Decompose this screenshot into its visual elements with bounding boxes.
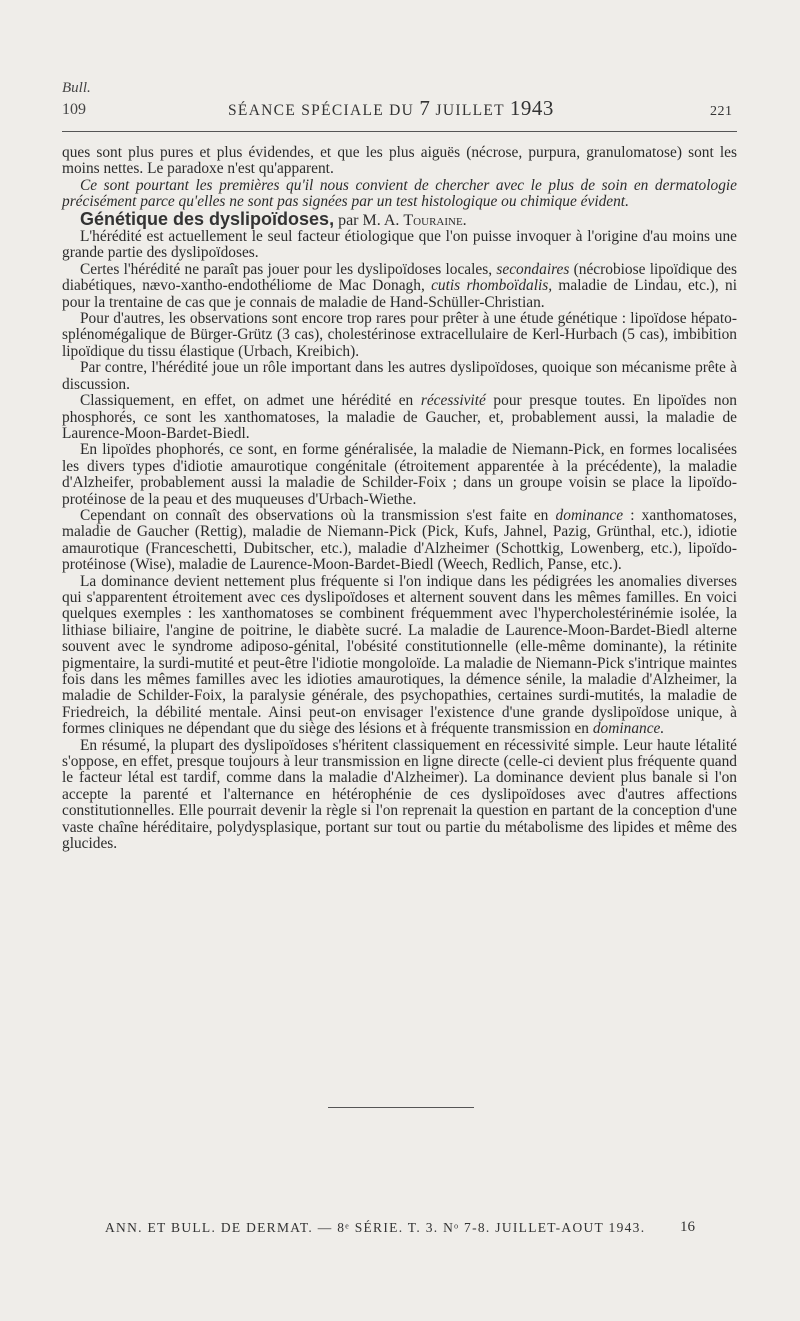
intro-italic-paragraph: Ce sont pourtant les premières qu'il nous convient de chercher avec le plus de soin en dermatologie précisément parce qu'elles ne sont pas signées par un test histologique ou chimique évident. xyxy=(62,176,737,211)
article-author: Touraine. xyxy=(403,211,467,229)
italic-run: secondaires xyxy=(496,260,570,278)
text-run: : xanthomatoses, maladie de Gaucher (Rettig), maladie de Niemann-Pick (Pick, Kufs, Jahnel, Pazig, Grünthal, etc.), idiotie amaurotique (Franceschetti, Dubitscher, etc.), maladie d'Alzheimer (Schottkig, Lowenberg, etc.), lipoïdo-protéinose (Wise), maladie de Laurence-Moon-Bardet-Biedl (Weech, Redlich, Panse, etc.). xyxy=(62,506,737,574)
journal-page-number: 109 xyxy=(62,101,86,118)
running-head-year: 1943 xyxy=(509,96,554,120)
paragraph: Pour d'autres, les observations sont encore trop rares pour prêter à une étude génétique : lipoïdose hépato-splénomégalique de Bürger-Grütz (3 cas), cholestérinose extracellulaire de Kerl-Hurbach (5 cas), imbibition lipoïdique du tissu élastique (Urbach, Kreibich). xyxy=(62,310,737,360)
article-title: Génétique des dyslipoïdoses, xyxy=(80,208,335,229)
article-heading xyxy=(62,208,737,229)
running-head-month: JUILLET xyxy=(435,102,505,119)
header-rule xyxy=(62,131,737,132)
running-head xyxy=(228,96,554,121)
text-run: Classiquement, en effet, on admet une hérédité en xyxy=(80,392,414,410)
italic-run: récessivité xyxy=(420,392,486,410)
article-byline: par M. A. xyxy=(338,211,400,229)
text-run: pour presque toutes. En lipoïdes non phosphorés, ce sont les xanthomatoses, la maladie de Gaucher, et, probablement aussi, la maladie de Laurence-Moon-Bardet-Biedl. xyxy=(62,392,738,442)
running-head-day: 7 xyxy=(419,96,431,120)
article-end-rule xyxy=(328,1107,474,1108)
text-run: Cependant on connaît des observations où la transmission s'est faite en xyxy=(80,506,549,524)
paragraph: En résumé, la plupart des dyslipoïdoses s'héritent classiquement en récessivité simple. Leur haute létalité s'oppose, en effet, presque toujours à leur transmission en ligne directe (celle-ci devient plus fréquente quand le facteur létal est tardif, comme dans la maladie d'Alzheimer). La dominance devient plus banale si l'on accepte la parenté et l'alternance en hétérophénie de ces dyslipoïdoses avec d'autres affections constitutionnelles. Elle pourrait devenir la règle si l'on reprenait la question en partant de la conception d'une vaste chaîne héréditaire, polydysplasique, portant sur tout ou partie du métabolisme des lipides et même des glucides. xyxy=(62,736,737,853)
page-number: 221 xyxy=(710,104,733,119)
text-run: (nécrobiose lipoïdique des diabétiques, nævo-xantho-endothéliome de Mac Donagh, xyxy=(62,260,737,295)
intro-paragraph: ques sont plus pures et plus évidendes, et que les plus aiguës (nécrose, purpura, granulomatose) sont les moins nettes. Le paradoxe n'est qu'apparent. xyxy=(62,144,737,178)
footer-citation: ANN. ET BULL. DE DERMAT. — 8ᵉ SÉRIE. T. 3. Nᵒ 7-8. JUILLET-AOUT 1943. xyxy=(105,1220,646,1235)
paragraph xyxy=(62,262,737,311)
italic-run: dominance xyxy=(555,506,624,524)
paragraph xyxy=(62,574,737,738)
italic-run: dominance. xyxy=(592,720,665,738)
signature-number: 16 xyxy=(680,1219,695,1235)
paragraph xyxy=(62,393,737,442)
journal-abbrev: Bull. xyxy=(62,80,91,96)
body-text xyxy=(62,145,737,852)
text-run: maladie de Lindau, etc.), ni pour la trentaine de cas que je connais de maladie de Hand-Schüller-Christian. xyxy=(62,277,737,311)
italic-run: cutis rhomboïdalis, xyxy=(431,277,553,295)
running-head-prefix: SÉANCE SPÉCIALE DU xyxy=(228,102,415,119)
paragraph: Par contre, l'hérédité joue un rôle important dans les autres dyslipoïdoses, quoique son mécanisme prête à discussion. xyxy=(62,359,737,393)
text-run: La dominance devient nettement plus fréquente si l'on indique dans les pédigrées les anomalies diverses qui s'apparentent étroitement avec ces dyslipoïdoses et alternent souvent dans les mêmes familles. En voici quelques exemples : les xanthomatoses se combinent fréquemment avec l'hypercholestérinémie isolée, la lithiase biliaire, l'angine de poitrine, le diabète sucré. La maladie de Laurence-Moon-Bardet-Biedl alterne souvent avec le syndrome adiposo-génital, l'obésité constitutionnelle (elle-même dominante), la rétinite pigmentaire, la surdi-mutité et peut-être l'idiotie mongoloïde. La maladie de Niemann-Pick s'intrique maintes fois dans les mêmes familles avec les idioties amaurotiques, la démence sénile, la maladie d'Alzheimer, la maladie de Schilder-Foix, la paralysie générale, des psychopathies, certaines surdi-mutités, la maladie de Friedreich, la débilité mentale. Ainsi peut-on envisager l'existence d'une grande dyslipoïdose unique, à formes cliniques ne dépendant que du siège des lésions et à fréquente transmission en xyxy=(62,572,737,738)
paragraph: L'hérédité est actuellement le seul facteur étiologique que l'on puisse invoquer à l'origine d'au moins une grande partie des dyslipoïdoses. xyxy=(62,228,737,262)
paragraph xyxy=(62,508,737,574)
paragraph: En lipoïdes phophorés, ce sont, en forme généralisée, la maladie de Niemann-Pick, en formes localisées les divers types d'idiotie amaurotique congénitale (étroitement apparentée à la précédente), la maladie d'Alzheifer, probablement aussi la maladie de Schilder-Foix ; dans un groupe voisin se place la lipoïdo-protéinose de la peau et des muqueuses d'Urbach-Wiethe. xyxy=(62,441,737,508)
text-run: Certes l'hérédité ne paraît pas jouer pour les dyslipoïdoses locales, xyxy=(80,260,493,278)
